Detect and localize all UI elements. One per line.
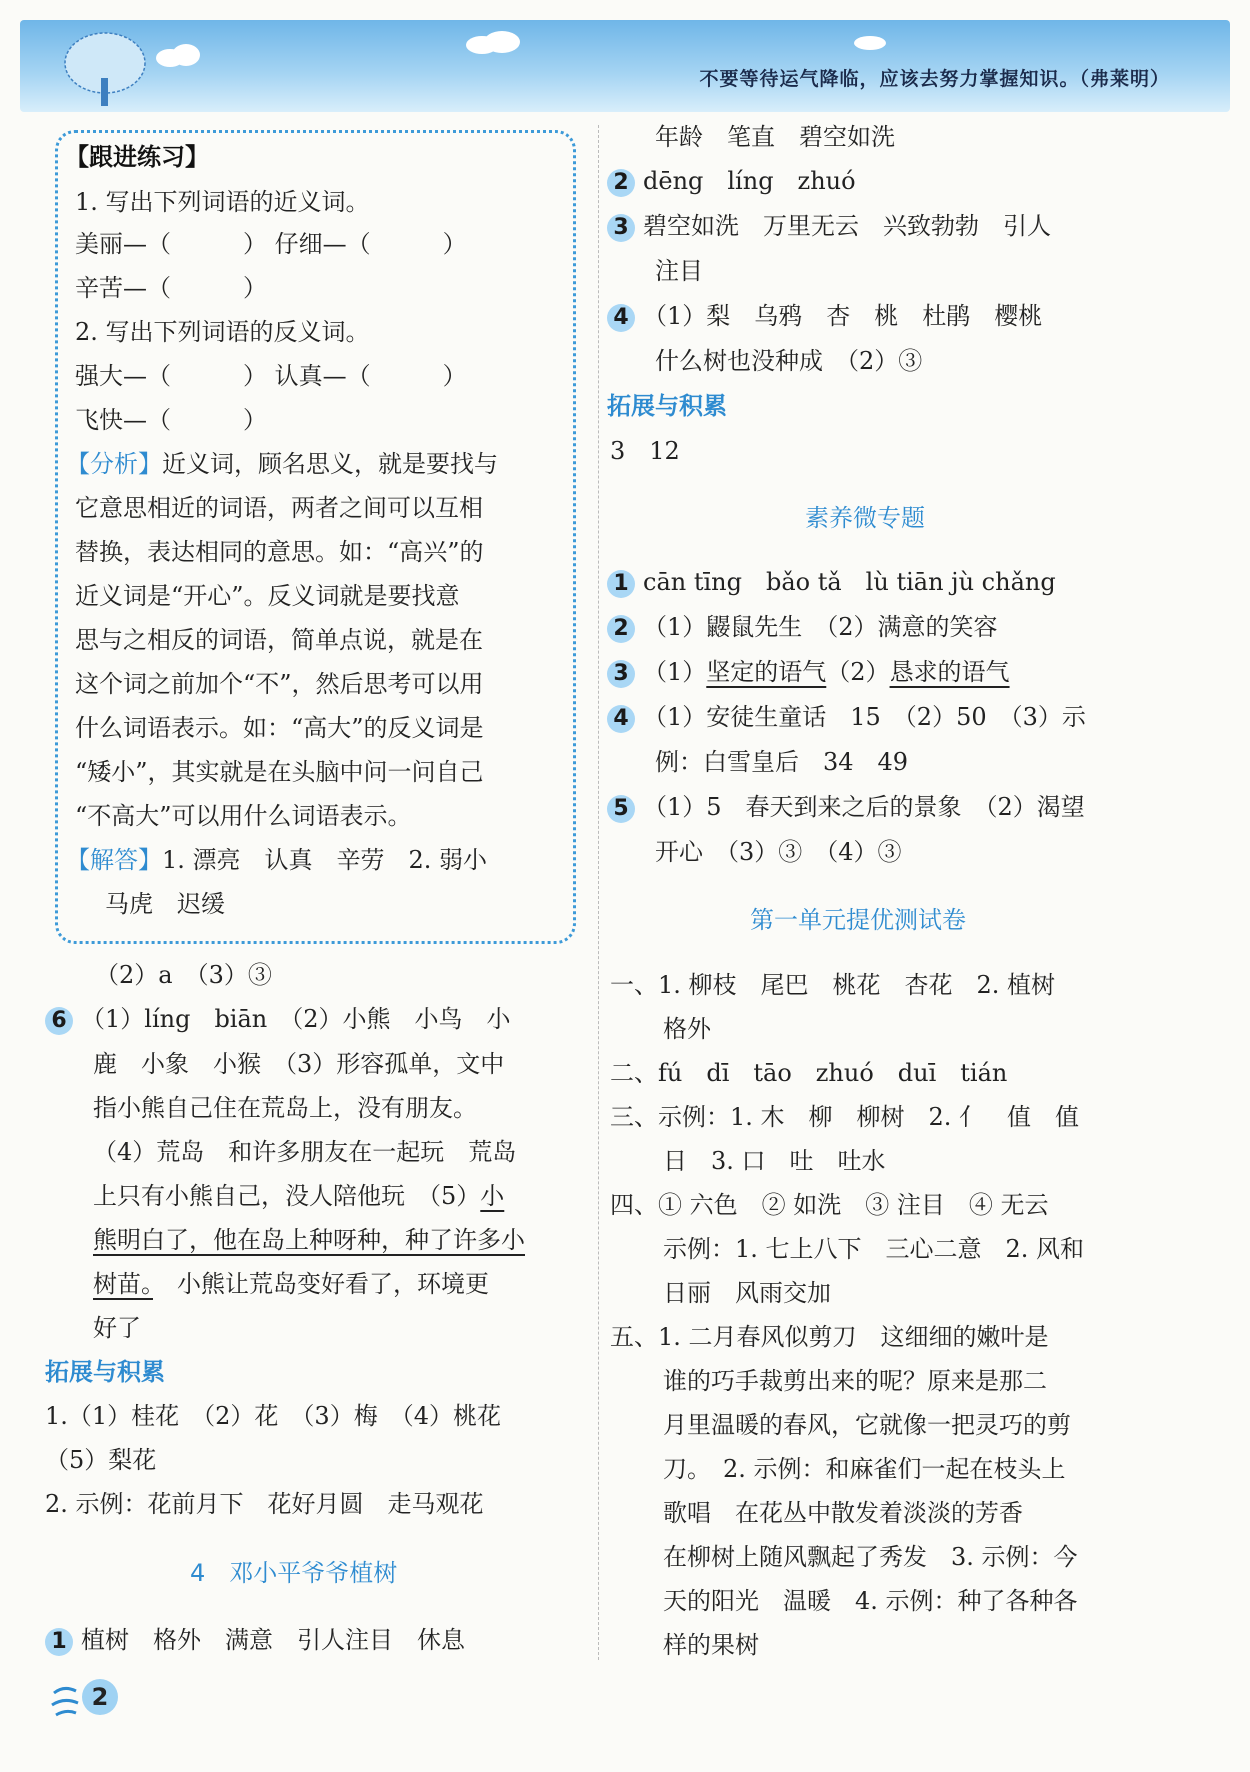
cloud-icon [150,40,210,70]
q6-line-4: （4）荒岛 和许多朋友在一起玩 荒岛 [93,1138,517,1166]
question-number: 3 [607,660,635,688]
right-q2 [607,166,856,197]
right-section-title: 拓展与积累 [607,392,727,420]
question-number: 1 [607,570,635,598]
topic-q3 [607,657,1010,688]
analysis-line-5: 思与之相反的词语，简单点说，就是在 [75,626,483,654]
q6-line-5 [93,1181,504,1211]
test-s5-line-6: 在柳树上随风飘起了秀发 3. 示例：今 [663,1543,1078,1571]
topic-q3-underlined-a: 坚定的语气 [706,658,827,686]
topic-q2 [607,612,998,643]
tree-icon [60,28,150,108]
box-title: 【跟进练习】 [65,143,209,171]
question-number: 2 [607,615,635,643]
right-expand-value: 3 12 [610,437,680,465]
answer-label: 【解答】 [66,846,162,874]
lesson-q1 [45,1625,465,1656]
test-s5-line-8: 样的果树 [663,1631,759,1659]
swirl-icon [50,1683,86,1719]
page-number: 2 [82,1679,118,1715]
page-number-badge [50,1675,120,1725]
test-s5-line-4: 刀。 2. 示例：和麻雀们一起在枝头上 [663,1455,1066,1483]
question-number: 2 [607,169,635,197]
test-s5-line-3: 月里温暖的春风，它就像一把灵巧的剪 [663,1411,1071,1439]
test-s5-line-5: 歌唱 在花丛中散发着淡淡的芳香 [663,1499,1023,1527]
analysis-line-7: 什么词语表示。如：“高大”的反义词是 [75,714,484,742]
analysis-line-1 [66,449,498,479]
test-s2: 二、fú dī tāo zhuó duī tián [610,1059,1008,1087]
lesson-q1-text: 植树 格外 满意 引人注目 休息 [81,1626,465,1654]
lesson-title: 4 邓小平爷爷植树 [190,1559,398,1587]
left-answer-a: （2）a （3）③ [95,961,272,989]
topic-q3-sub: （1） [643,658,707,686]
question-2-line-b: 飞快—（ ） [75,406,267,434]
test-s3-line-2: 日 3. 口 吐 吐水 [663,1147,886,1175]
q6-text: 小熊让荒岛变好看了，环境更 [153,1270,489,1298]
test-s1-line-1: 一、1. 柳枝 尾巴 桃花 杏花 2. 植树 [610,971,1056,999]
test-s5-line-7: 天的阳光 温暖 4. 示例：种了各种各 [663,1587,1078,1615]
question-number: 4 [607,705,635,733]
analysis-line-9: “不高大”可以用什么词语表示。 [75,802,412,830]
expand-line-1: 1.（1）桂花 （2）花 （3）梅 （4）桃花 [45,1402,501,1430]
question-1: 1. 写出下列词语的近义词。 [75,188,370,216]
topic-q4-line-2: 例：白雪皇后 34 49 [655,748,909,776]
topic-q2-text: （1）鼹鼠先生 （2）满意的笑容 [643,613,998,641]
q6-text: 上只有小熊自己，没人陪他玩 （5） [93,1182,481,1210]
left-section-title: 拓展与积累 [45,1358,165,1386]
q6-line-3: 指小熊自己住在荒岛上，没有朋友。 [93,1094,477,1122]
topic-q3-underlined-b: 恳求的语气 [889,658,1010,686]
right-q3-line-1 [607,211,1051,242]
topic-q1 [607,567,1056,598]
test-s5-line-1: 五、1. 二月春风似剪刀 这细细的嫩叶是 [610,1323,1049,1351]
analysis-line-3: 替换，表达相同的意思。如：“高兴”的 [75,538,484,566]
answer-line-2: 马虎 迟缓 [105,890,225,918]
banner-motto: 不要等待运气降临，应该去努力掌握知识。（弗莱明） [699,68,1170,90]
question-2: 2. 写出下列词语的反义词。 [75,318,370,346]
question-number: 6 [45,1007,73,1035]
question-number: 3 [607,214,635,242]
topic-q5-line-2: 开心 （3）③ （4）③ [655,838,902,866]
header-banner [20,20,1230,112]
test-s4-line-3: 日丽 风雨交加 [663,1279,831,1307]
right-q3-text: 碧空如洗 万里无云 兴致勃勃 引人 [643,212,1051,240]
analysis-line-2: 它意思相近的词语，两者之间可以互相 [75,494,483,522]
test-s4-line-2: 示例：1. 七上八下 三心二意 2. 风和 [663,1235,1085,1263]
q6-line-1 [45,1004,511,1035]
topic-q5-text: （1）5 春天到来之后的景象 （2）渴望 [643,793,1085,821]
right-q3-line-2: 注目 [655,257,703,285]
topic-q4-line-1 [607,702,1086,733]
question-1-line-a: 美丽—（ ） 仔细—（ ） [75,230,467,258]
q6-text: （1）líng biān （2）小熊 小鸟 小 [81,1005,511,1033]
q6-underlined: 树苗。 [93,1270,153,1298]
q6-underlined: 小 [480,1182,505,1210]
answer-line-1 [66,845,487,875]
test-s1-line-2: 格外 [663,1015,711,1043]
analysis-line-4: 近义词是“开心”。反义词就是要找意 [75,582,460,610]
test-title: 第一单元提优测试卷 [750,906,966,934]
topic-q1-text: cān tīng bǎo tǎ lù tiān jù chǎng [643,568,1056,596]
question-number: 5 [607,795,635,823]
column-divider [598,125,599,1660]
q6-line-2: 鹿 小象 小猴 （3）形容孤单，文中 [93,1050,505,1078]
test-s4-line-1: 四、① 六色 ② 如洗 ③ 注目 ④ 无云 [610,1191,1049,1219]
question-2-line-a: 强大—（ ） 认真—（ ） [75,362,467,390]
topic-q4-text: （1）安徒生童话 15 （2）50 （3）示 [643,703,1086,731]
right-q4-line-2: 什么树也没种成 （2）③ [655,347,923,375]
expand-line-3: 2. 示例：花前月下 花好月圆 走马观花 [45,1490,484,1518]
question-1-line-b: 辛苦—（ ） [75,274,267,302]
right-q4-line-1 [607,301,1042,332]
right-q4-text: （1）梨 乌鸦 杏 桃 杜鹃 樱桃 [643,302,1043,330]
analysis-line-6: 这个词之前加个“不”，然后思考可以用 [75,670,484,698]
topic-q3-sub: （2） [826,658,890,686]
q6-line-8: 好了 [93,1314,141,1342]
analysis-line-8: “矮小”，其实就是在头脑中问一问自己 [75,758,484,786]
expand-line-2: （5）梨花 [45,1446,157,1474]
test-s3-line-1: 三、示例：1. 木 柳 柳树 2. 亻 值 值 [610,1103,1080,1131]
answer-text: 1. 漂亮 认真 辛劳 2. 弱小 [162,846,488,874]
cloud-icon [460,28,530,58]
question-number: 4 [607,304,635,332]
topic-q5-line-1 [607,792,1085,823]
cloud-icon [850,32,890,52]
topic-title: 素养微专题 [805,504,925,532]
analysis-text: 近义词，顾名思义，就是要找与 [162,450,498,478]
right-q2-text: dēng líng zhuó [643,167,856,195]
q6-line-7 [93,1269,489,1299]
question-number: 1 [45,1628,73,1656]
analysis-label: 【分析】 [66,450,162,478]
q6-line-6: 熊明白了，他在岛上种呀种，种了许多小 [93,1226,525,1254]
test-s5-line-2: 谁的巧手裁剪出来的呢？原来是那二 [663,1367,1047,1395]
right-line-0: 年龄 笔直 碧空如洗 [655,123,895,151]
